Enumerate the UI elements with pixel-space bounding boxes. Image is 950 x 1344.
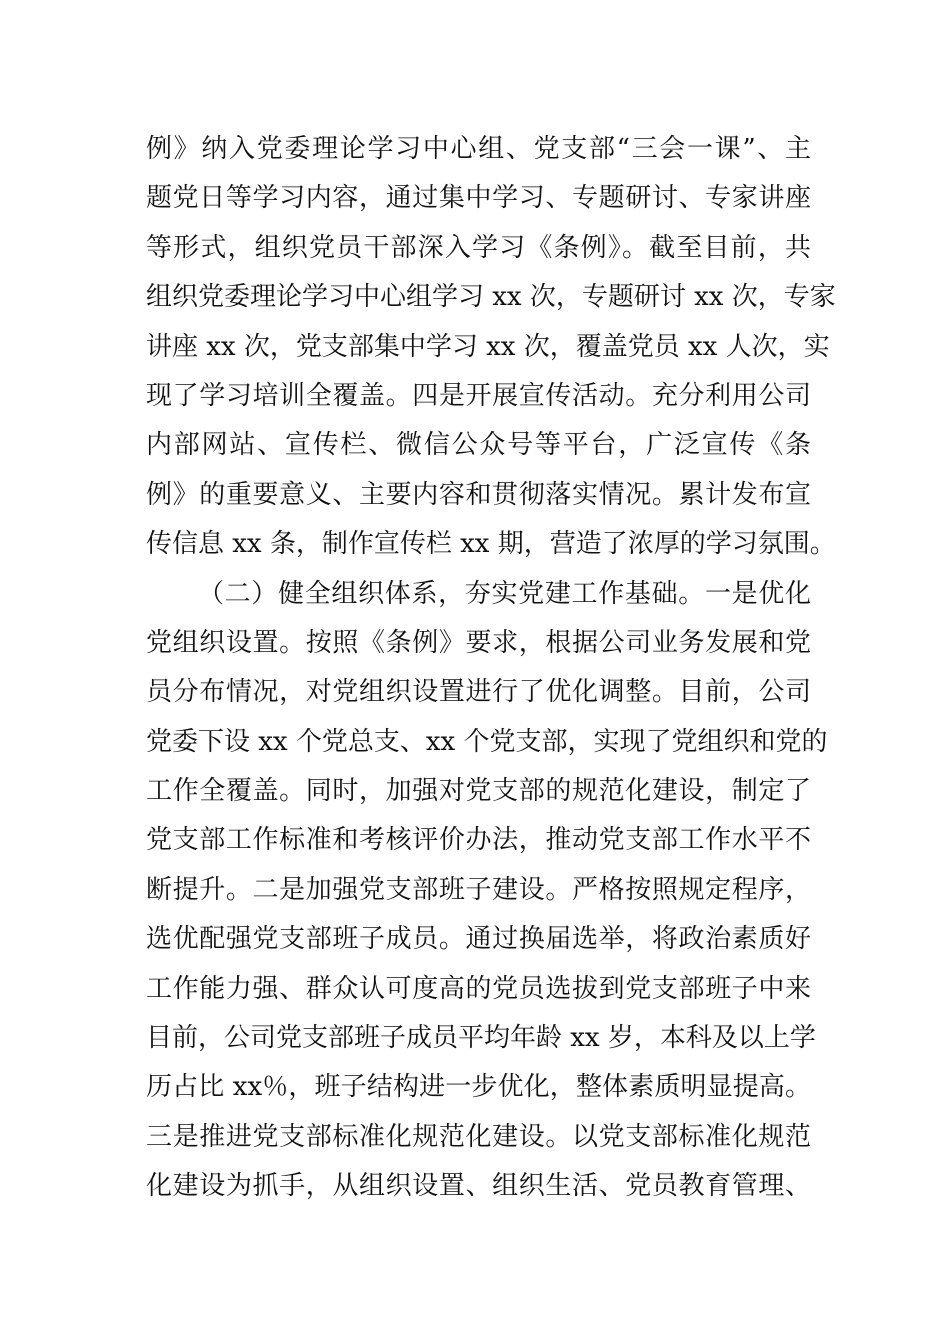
text-line: 化建设为抓手，从组织设置、组织生活、党员教育管理、 xyxy=(146,1171,811,1202)
text-line: 历占比 xx％，班子结构进一步优化，整体素质明显提高。 xyxy=(146,1072,811,1103)
text-line: 工作全覆盖。同时，加强对党支部的规范化建设，制定了 xyxy=(146,776,811,807)
body-text xyxy=(146,125,836,1212)
text-line: 组织党委理论学习中心组学习 xx 次，专题研讨 xx 次，专家 xyxy=(146,282,836,313)
text-line: 题党日等学习内容，通过集中学习、专题研讨、专家讲座 xyxy=(146,183,811,214)
text-line: 党支部工作标准和考核评价办法，推动党支部工作水平不 xyxy=(146,825,811,856)
text-line: 传信息 xx 条，制作宣传栏 xx 期，营造了浓厚的学习氛围。 xyxy=(146,529,836,560)
text-line: 党组织设置。按照《条例》要求，根据公司业务发展和党 xyxy=(146,627,811,658)
text-line: 例》纳入党委理论学习中心组、党支部“三会一课”、主 xyxy=(146,134,811,164)
text-line: 等形式，组织党员干部深入学习《条例》。截至目前，共 xyxy=(146,232,811,263)
text-line: 员分布情况，对党组织设置进行了优化调整。目前，公司 xyxy=(146,677,811,708)
section-heading-line: （二）健全组织体系，夯实党建工作基础。一是优化 xyxy=(198,578,811,609)
text-line: 断提升。二是加强党支部班子建设。严格按照规定程序， xyxy=(146,874,811,905)
text-line: 内部网站、宣传栏、微信公众号等平台，广泛宣传《条 xyxy=(146,430,811,461)
text-line: 例》的重要意义、主要内容和贯彻落实情况。累计发布宣 xyxy=(146,479,811,510)
text-line: 讲座 xx 次，党支部集中学习 xx 次，覆盖党员 xx 人次，实 xyxy=(146,331,830,362)
text-line: 目前，公司党支部班子成员平均年龄 xx 岁，本科及以上学 xyxy=(146,1023,816,1054)
text-line: 选优配强党支部班子成员。通过换届选举，将政治素质好 xyxy=(146,924,811,955)
text-line: 党委下设 xx 个党总支、xx 个党支部，实现了党组织和党的 xyxy=(146,726,828,757)
text-line: 工作能力强、群众认可度高的党员选拔到党支部班子中来 xyxy=(146,973,811,1004)
text-line: 现了学习培训全覆盖。四是开展宣传活动。充分利用公司 xyxy=(146,380,811,411)
text-line: 三是推进党支部标准化规范化建设。以党支部标准化规范 xyxy=(146,1121,811,1152)
